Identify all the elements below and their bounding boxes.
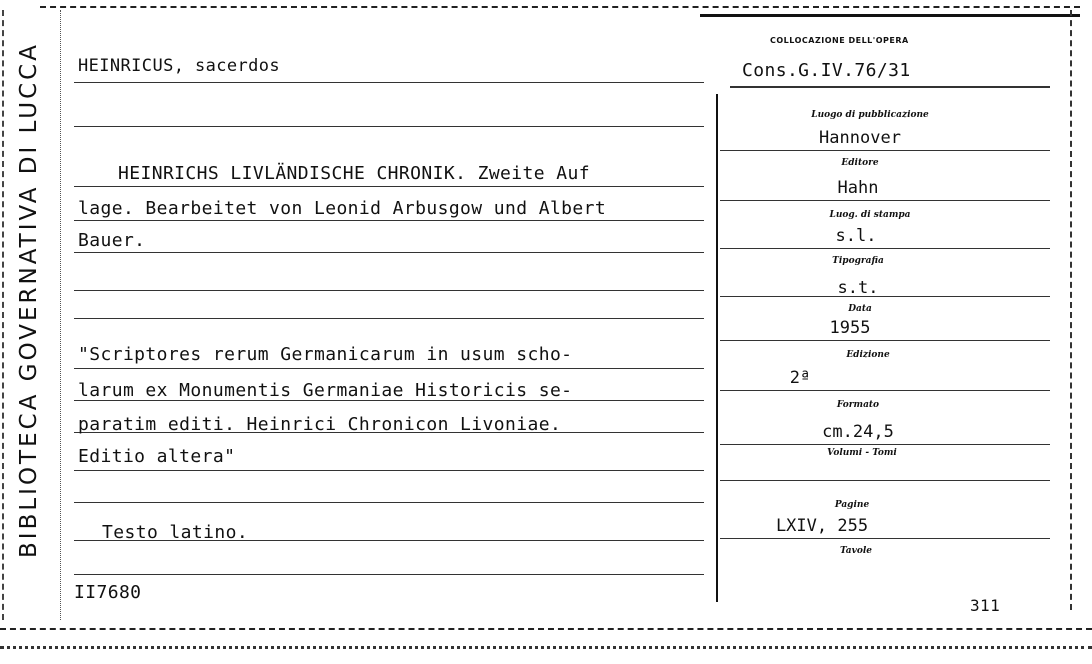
rule-line <box>74 186 704 187</box>
rule-line <box>74 220 704 221</box>
inventory-number: II7680 <box>74 582 142 603</box>
language-note: Testo latino. <box>102 522 249 543</box>
right-column-divider <box>716 94 718 602</box>
collocation-underline <box>730 86 1050 88</box>
rule-line <box>720 200 1050 201</box>
series-line-4: Editio altera" <box>78 446 236 467</box>
series-line-2: larum ex Monumentis Germaniae Historicis se- <box>78 380 573 401</box>
label-volumes: Volumi - Tomi <box>827 448 897 458</box>
rule-line <box>720 444 1050 445</box>
author-heading: HEINRICUS, sacerdos <box>78 56 281 76</box>
label-pages: Pagine <box>834 500 870 510</box>
value-place: Hannover <box>819 128 901 148</box>
rule-line <box>720 296 1050 297</box>
title-line-3: Bauer. <box>78 230 146 251</box>
rule-line <box>74 502 704 503</box>
label-printer: Tipografia <box>832 256 884 266</box>
rule-line <box>74 574 704 575</box>
rule-line <box>720 340 1050 341</box>
label-publisher: Editore <box>841 158 879 168</box>
value-edition: 2ª <box>789 368 811 388</box>
title-line-1: HEINRICHS LIVLÄNDISCHE CHRONIK. Zweite Auf <box>118 163 590 184</box>
value-print-place: s.l. <box>835 226 877 246</box>
card-left-edge <box>2 10 4 620</box>
rule-line <box>720 480 1050 481</box>
value-printer: s.t. <box>837 278 879 298</box>
rule-line <box>74 290 704 291</box>
value-pages: LXIV, 255 <box>775 516 869 536</box>
rule-line <box>74 252 704 253</box>
label-place: Luogo di pubblicazione <box>811 110 929 120</box>
label-format: Formato <box>836 400 880 410</box>
rule-line <box>720 150 1050 151</box>
label-edition: Edizione <box>846 350 890 360</box>
library-spine-text: BIBLIOTECA GOVERNATIVA DI LUCCA <box>16 42 42 558</box>
collocation-number: Cons.G.IV.76/31 <box>742 60 911 81</box>
label-plates: Tavole <box>839 546 873 556</box>
title-line-2: lage. Bearbeitet von Leonid Arbusgow und Albert <box>78 198 607 219</box>
collocation-header: COLLOCAZIONE DELL'OPERA <box>770 36 909 45</box>
card-top-edge <box>40 6 1080 8</box>
rule-line <box>720 538 1050 539</box>
rule-line <box>720 390 1050 391</box>
card-top-edge-bar <box>700 14 1080 17</box>
rule-line <box>74 126 704 127</box>
rule-line <box>74 470 704 471</box>
corner-mark: 311 <box>970 596 1001 615</box>
value-publisher: Hahn <box>837 178 879 198</box>
value-date: 1955 <box>829 318 871 338</box>
label-date: Data <box>848 304 872 314</box>
rule-line <box>74 82 704 83</box>
card-bottom-edge <box>0 628 1092 630</box>
card-right-edge <box>1070 10 1072 610</box>
series-line-1: "Scriptores rerum Germanicarum in usum scho- <box>78 344 573 365</box>
rule-line <box>74 368 704 369</box>
label-print-place: Luog. di stampa <box>829 210 911 220</box>
series-line-3: paratim editi. Heinrici Chronicon Livoniae. <box>78 414 562 435</box>
card-bottom-edge-dots <box>0 646 1092 649</box>
rule-line <box>720 248 1050 249</box>
rule-line <box>74 318 704 319</box>
value-format: cm.24,5 <box>822 422 894 442</box>
card-left-margin <box>60 10 61 620</box>
